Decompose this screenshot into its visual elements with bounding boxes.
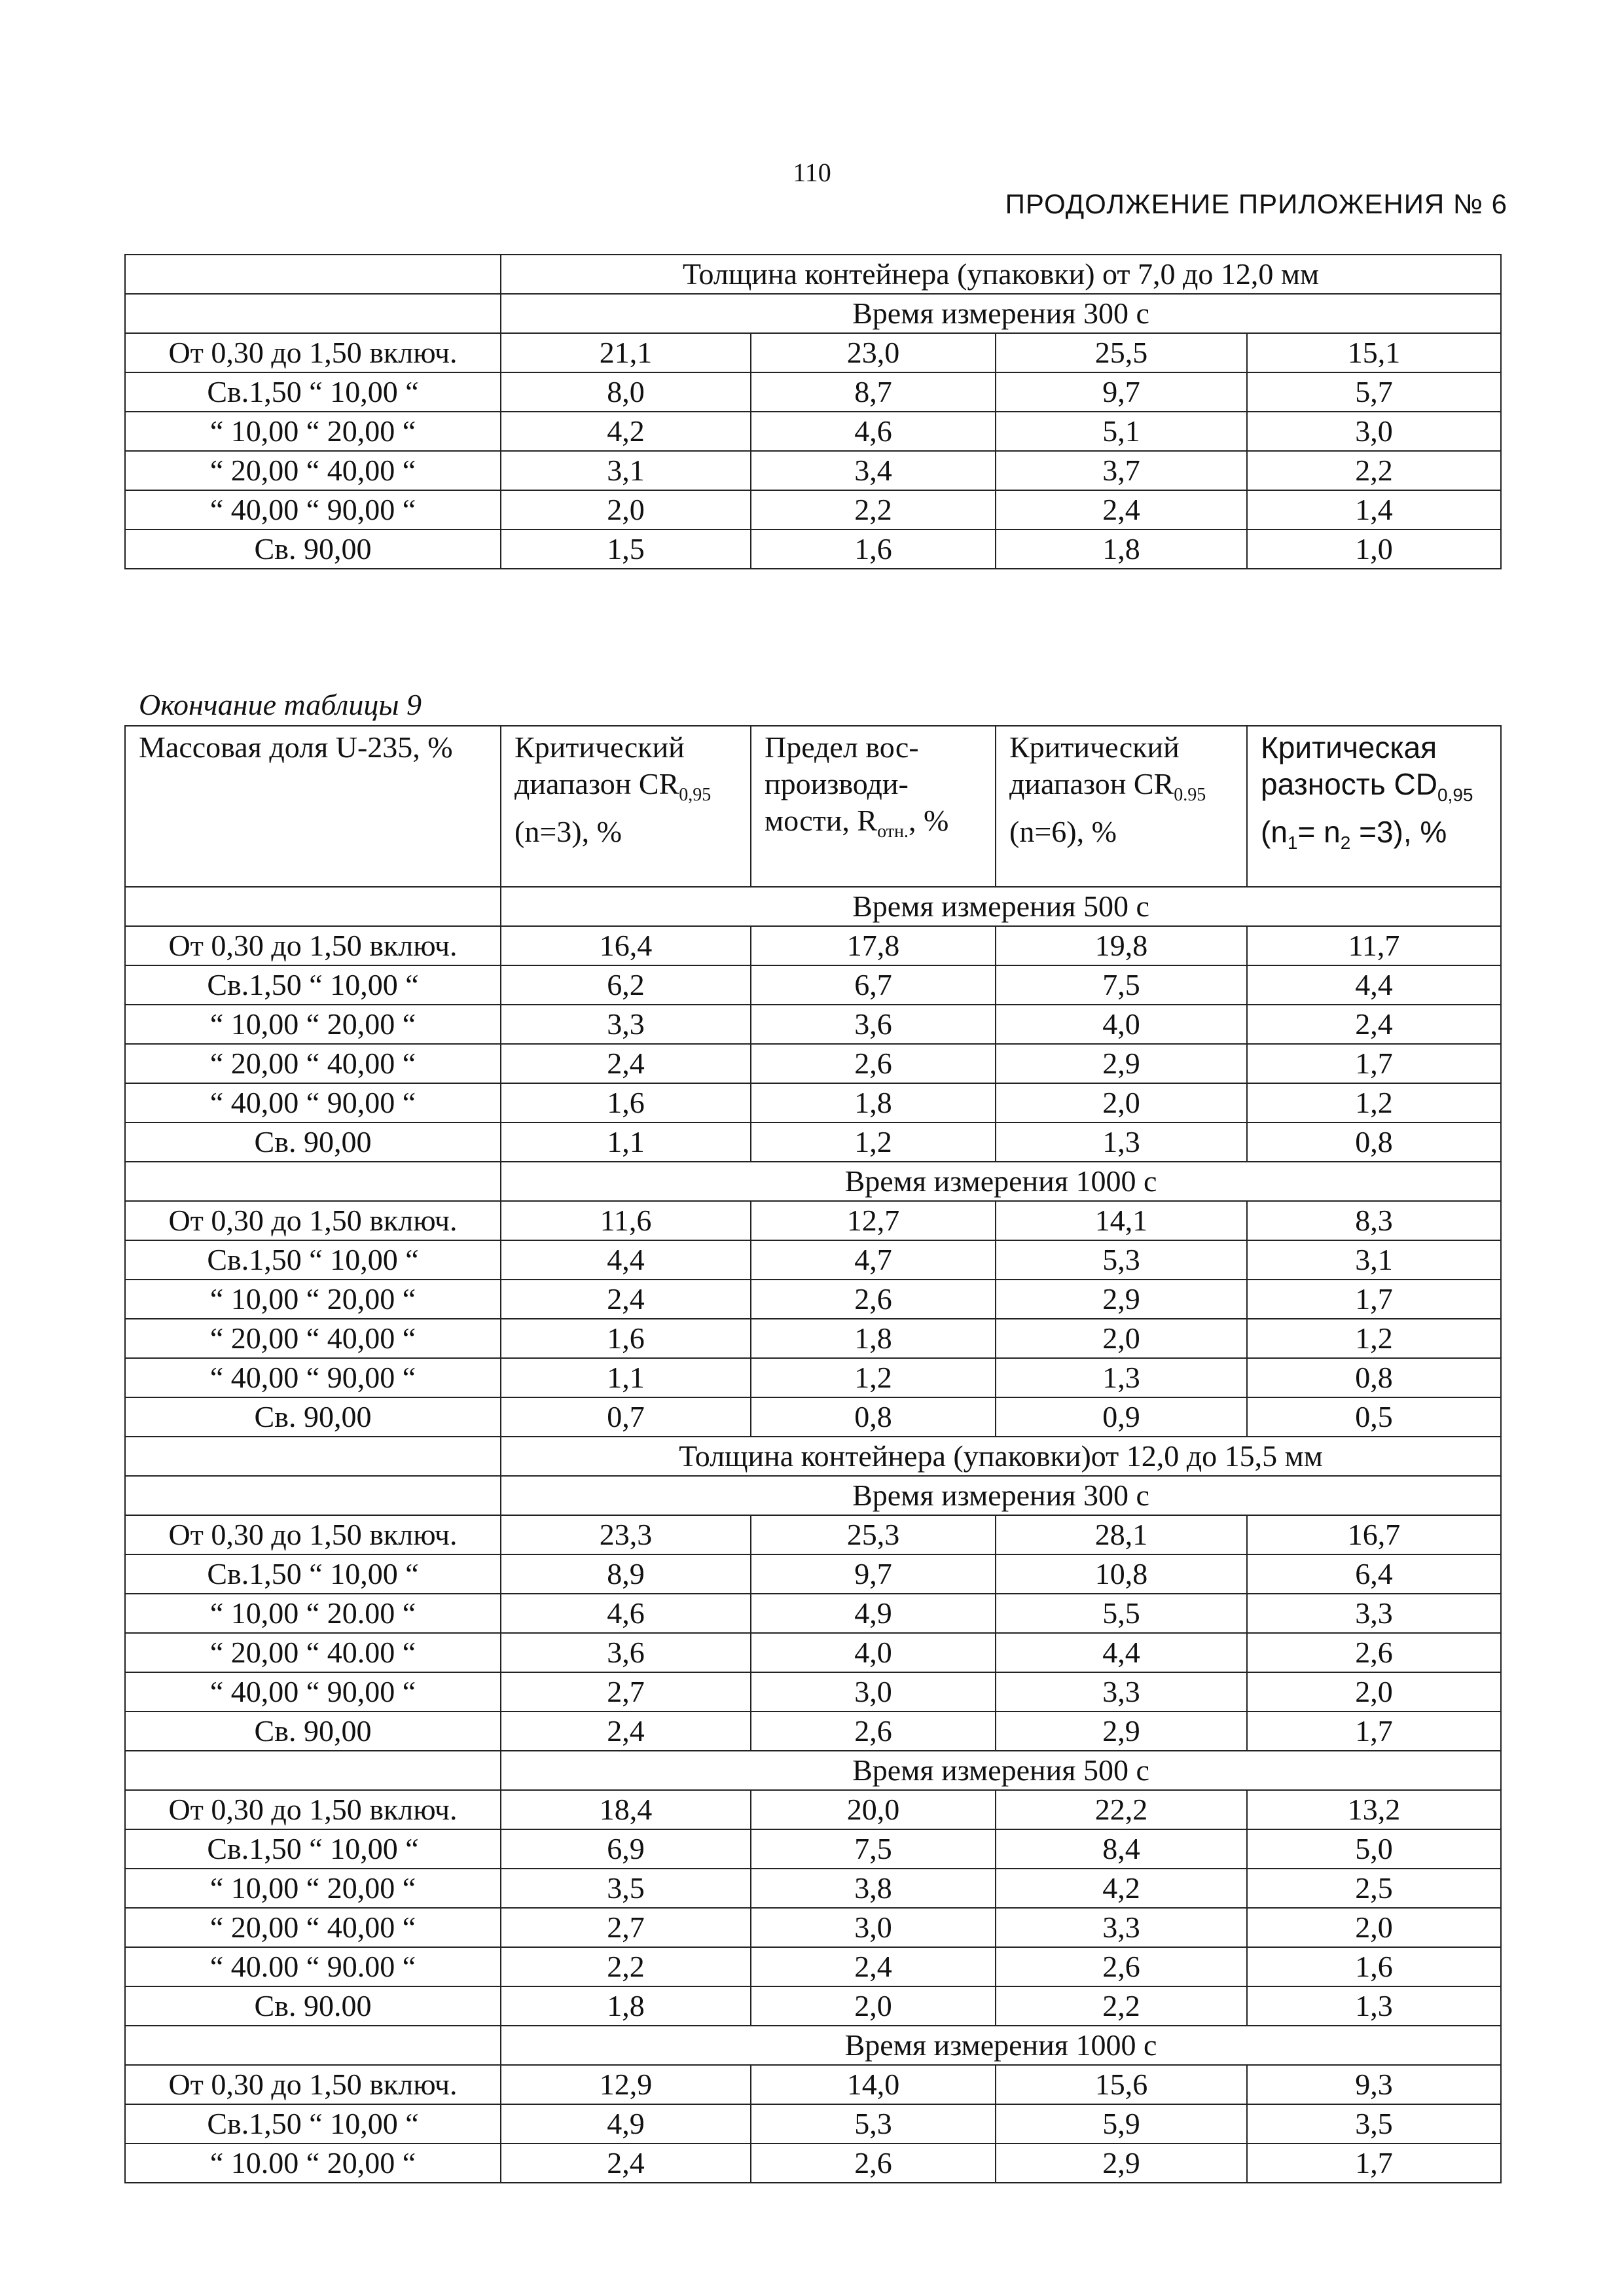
range-label: “ 20,00 “ 40,00 “ — [125, 1319, 501, 1358]
value-cell: 1,8 — [996, 529, 1247, 569]
table-row — [125, 2065, 1501, 2104]
table-row — [125, 529, 1501, 569]
range-label: От 0,30 до 1,50 включ. — [125, 1790, 501, 1829]
range-label: “ 20,00 “ 40.00 “ — [125, 1633, 501, 1672]
range-label: “ 40,00 “ 90,00 “ — [125, 490, 501, 529]
table-row — [125, 1397, 1501, 1437]
value-cell: 12,9 — [501, 2065, 751, 2104]
value-cell: 3,3 — [1247, 1594, 1501, 1633]
value-cell: 8,9 — [501, 1554, 751, 1594]
value-cell: 14,1 — [996, 1201, 1247, 1240]
value-cell: 1,7 — [1247, 1044, 1501, 1083]
section-title-row — [125, 1437, 1501, 1476]
value-cell: 4,0 — [751, 1633, 996, 1672]
value-cell: 3,6 — [501, 1633, 751, 1672]
value-cell: 2,2 — [751, 490, 996, 529]
value-cell: 25,5 — [996, 333, 1247, 372]
value-cell: 14,0 — [751, 2065, 996, 2104]
value-cell: 1,8 — [751, 1083, 996, 1122]
value-cell: 0,9 — [996, 1397, 1247, 1437]
header-critical-range-n6: Критический диапазон $CR_{0.95}$ (n=6), % — [996, 726, 1247, 887]
empty-label-cell — [125, 1162, 501, 1201]
value-cell: 2,4 — [996, 490, 1247, 529]
value-cell: 2,0 — [996, 1083, 1247, 1122]
table-row — [125, 1083, 1501, 1122]
header-reproducibility-limit: Предел вос-производи-мости, $R_{отн.}$, % — [751, 726, 996, 887]
table-row — [125, 1201, 1501, 1240]
value-cell: 1,3 — [996, 1122, 1247, 1162]
value-cell: 1,1 — [501, 1122, 751, 1162]
value-cell: 12,7 — [751, 1201, 996, 1240]
value-cell: 2,4 — [751, 1947, 996, 1986]
value-cell: 3,1 — [501, 451, 751, 490]
value-cell: 2,2 — [501, 1947, 751, 1986]
value-cell: 20,0 — [751, 1790, 996, 1829]
table-row — [125, 1908, 1501, 1947]
time-title-row — [125, 1162, 1501, 1201]
value-cell: 3,5 — [501, 1869, 751, 1908]
value-cell: 6,2 — [501, 965, 751, 1005]
value-cell: 3,1 — [1247, 1240, 1501, 1280]
section-title-row — [125, 255, 1501, 294]
value-cell: 0,5 — [1247, 1397, 1501, 1437]
table-row — [125, 1790, 1501, 1829]
table-row — [125, 451, 1501, 490]
range-label: “ 40,00 “ 90,00 “ — [125, 1672, 501, 1712]
range-label: “ 40.00 “ 90.00 “ — [125, 1947, 501, 1986]
value-cell: 2,9 — [996, 2144, 1247, 2183]
header-critical-difference: Критическая разность $CD_{0,95}$ $(n_1= n_2 =3)$, % — [1247, 726, 1501, 887]
value-cell: 2,2 — [1247, 451, 1501, 490]
section-title: Толщина контейнера (упаковки)от 12,0 до 15,5 мм — [501, 1437, 1501, 1476]
value-cell: 1,2 — [751, 1358, 996, 1397]
time-title: Время измерения 300 с — [501, 294, 1501, 333]
range-label: Св. 90,00 — [125, 1712, 501, 1751]
range-label: Св.1,50 “ 10,00 “ — [125, 1240, 501, 1280]
value-cell: 15,6 — [996, 2065, 1247, 2104]
value-cell: 3,7 — [996, 451, 1247, 490]
value-cell: 4,7 — [751, 1240, 996, 1280]
value-cell: 4,2 — [501, 412, 751, 451]
table-row — [125, 1594, 1501, 1633]
value-cell: 2,4 — [1247, 1005, 1501, 1044]
value-cell: 19,8 — [996, 926, 1247, 965]
value-cell: 25,3 — [751, 1515, 996, 1554]
time-title-row — [125, 887, 1501, 926]
value-cell: 2,4 — [501, 1280, 751, 1319]
table-row — [125, 1280, 1501, 1319]
value-cell: 5,3 — [751, 2104, 996, 2144]
value-cell: 2,6 — [996, 1947, 1247, 1986]
value-cell: 1,8 — [501, 1986, 751, 2026]
table-row — [125, 1515, 1501, 1554]
value-cell: 1,6 — [751, 529, 996, 569]
value-cell: 2,0 — [1247, 1908, 1501, 1947]
range-label: “ 10,00 “ 20,00 “ — [125, 1280, 501, 1319]
value-cell: 6,9 — [501, 1829, 751, 1869]
value-cell: 2,0 — [501, 490, 751, 529]
value-cell: 8,3 — [1247, 1201, 1501, 1240]
empty-label-cell — [125, 1751, 501, 1790]
table-row — [125, 1869, 1501, 1908]
value-cell: 8,4 — [996, 1829, 1247, 1869]
value-cell: 13,2 — [1247, 1790, 1501, 1829]
table-row — [125, 372, 1501, 412]
value-cell: 2,6 — [751, 1712, 996, 1751]
value-cell: 16,4 — [501, 926, 751, 965]
value-cell: 2,4 — [501, 1712, 751, 1751]
range-label: Св.1,50 “ 10,00 “ — [125, 1554, 501, 1594]
value-cell: 7,5 — [751, 1829, 996, 1869]
appendix-header: ПРОДОЛЖЕНИЕ ПРИЛОЖЕНИЯ № 6 — [1005, 188, 1507, 219]
value-cell: 11,7 — [1247, 926, 1501, 965]
range-label: От 0,30 до 1,50 включ. — [125, 1201, 501, 1240]
value-cell: 2,6 — [1247, 1633, 1501, 1672]
table-row — [125, 1986, 1501, 2026]
time-title: Время измерения 1000 с — [501, 1162, 1501, 1201]
table-row — [125, 490, 1501, 529]
empty-label-cell — [125, 294, 501, 333]
range-label: Св.1,50 “ 10,00 “ — [125, 965, 501, 1005]
value-cell: 5,7 — [1247, 372, 1501, 412]
table-row — [125, 1633, 1501, 1672]
range-label: “ 10,00 “ 20,00 “ — [125, 412, 501, 451]
value-cell: 3,3 — [996, 1672, 1247, 1712]
header-mass-fraction: Массовая доля U-235, % — [125, 726, 501, 887]
value-cell: 3,3 — [996, 1908, 1247, 1947]
value-cell: 1,4 — [1247, 490, 1501, 529]
value-cell: 2,7 — [501, 1672, 751, 1712]
table-row — [125, 333, 1501, 372]
value-cell: 0,8 — [751, 1397, 996, 1437]
value-cell: 5,5 — [996, 1594, 1247, 1633]
value-cell: 6,7 — [751, 965, 996, 1005]
value-cell: 23,3 — [501, 1515, 751, 1554]
value-cell: 0,7 — [501, 1397, 751, 1437]
header-critical-range-n3: Критический диапазон $CR_{0,95}$ (n=3), % — [501, 726, 751, 887]
table-row — [125, 1554, 1501, 1594]
value-cell: 15,1 — [1247, 333, 1501, 372]
table-row — [125, 1672, 1501, 1712]
value-cell: 21,1 — [501, 333, 751, 372]
value-cell: 4,9 — [751, 1594, 996, 1633]
value-cell: 1,5 — [501, 529, 751, 569]
time-title-row — [125, 2026, 1501, 2065]
value-cell: 2,6 — [751, 2144, 996, 2183]
empty-label-cell — [125, 2026, 501, 2065]
value-cell: 5,9 — [996, 2104, 1247, 2144]
empty-label-cell — [125, 1437, 501, 1476]
value-cell: 3,5 — [1247, 2104, 1501, 2144]
value-cell: 1,2 — [1247, 1319, 1501, 1358]
value-cell: 0,8 — [1247, 1122, 1501, 1162]
range-label: От 0,30 до 1,50 включ. — [125, 1515, 501, 1554]
table-row — [125, 1712, 1501, 1751]
value-cell: 1,1 — [501, 1358, 751, 1397]
value-cell: 23,0 — [751, 333, 996, 372]
range-label: Св. 90,00 — [125, 529, 501, 569]
time-title: Время измерения 500 с — [501, 887, 1501, 926]
value-cell: 2,9 — [996, 1280, 1247, 1319]
value-cell: 5,1 — [996, 412, 1247, 451]
value-cell: 5,0 — [1247, 1829, 1501, 1869]
empty-label-cell — [125, 887, 501, 926]
value-cell: 1,0 — [1247, 529, 1501, 569]
value-cell: 2,0 — [1247, 1672, 1501, 1712]
page-number: 110 — [793, 158, 831, 187]
value-cell: 2,0 — [751, 1986, 996, 2026]
value-cell: 1,2 — [751, 1122, 996, 1162]
table-row — [125, 1122, 1501, 1162]
value-cell: 28,1 — [996, 1515, 1247, 1554]
header-row — [125, 726, 1501, 887]
value-cell: 4,9 — [501, 2104, 751, 2144]
value-cell: 9,7 — [751, 1554, 996, 1594]
value-cell: 7,5 — [996, 965, 1247, 1005]
table-row — [125, 1044, 1501, 1083]
section-title: Толщина контейнера (упаковки) от 7,0 до 12,0 мм — [501, 255, 1501, 294]
value-cell: 1,3 — [1247, 1986, 1501, 2026]
time-title-row — [125, 294, 1501, 333]
value-cell: 1,3 — [996, 1358, 1247, 1397]
range-label: “ 10,00 “ 20,00 “ — [125, 1005, 501, 1044]
time-title-row — [125, 1476, 1501, 1515]
value-cell: 2,6 — [751, 1044, 996, 1083]
value-cell: 4,4 — [996, 1633, 1247, 1672]
value-cell: 0,8 — [1247, 1358, 1501, 1397]
value-cell: 10,8 — [996, 1554, 1247, 1594]
value-cell: 1,8 — [751, 1319, 996, 1358]
value-cell: 1,6 — [501, 1319, 751, 1358]
range-label: “ 40,00 “ 90,00 “ — [125, 1358, 501, 1397]
range-label: От 0,30 до 1,50 включ. — [125, 926, 501, 965]
value-cell: 9,7 — [996, 372, 1247, 412]
value-cell: 2,7 — [501, 1908, 751, 1947]
value-cell: 2,9 — [996, 1712, 1247, 1751]
range-label: “ 10,00 “ 20.00 “ — [125, 1594, 501, 1633]
range-label: От 0,30 до 1,50 включ. — [125, 333, 501, 372]
value-cell: 1,7 — [1247, 2144, 1501, 2183]
value-cell: 2,4 — [501, 1044, 751, 1083]
empty-label-cell — [125, 1476, 501, 1515]
time-title-row — [125, 1751, 1501, 1790]
range-label: “ 10,00 “ 20,00 “ — [125, 1869, 501, 1908]
range-label: Св. 90.00 — [125, 1986, 501, 2026]
value-cell: 1,7 — [1247, 1280, 1501, 1319]
table-row — [125, 1829, 1501, 1869]
range-label: “ 20,00 “ 40,00 “ — [125, 1908, 501, 1947]
value-cell: 3,6 — [751, 1005, 996, 1044]
range-label: “ 40,00 “ 90,00 “ — [125, 1083, 501, 1122]
value-cell: 4,6 — [751, 412, 996, 451]
value-cell: 2,5 — [1247, 1869, 1501, 1908]
table-row — [125, 1947, 1501, 1986]
value-cell: 16,7 — [1247, 1515, 1501, 1554]
table-row — [125, 1005, 1501, 1044]
value-cell: 2,9 — [996, 1044, 1247, 1083]
value-cell: 2,4 — [501, 2144, 751, 2183]
range-label: Св.1,50 “ 10,00 “ — [125, 2104, 501, 2144]
value-cell: 2,6 — [751, 1280, 996, 1319]
range-label: Св.1,50 “ 10,00 “ — [125, 372, 501, 412]
range-label: “ 10.00 “ 20,00 “ — [125, 2144, 501, 2183]
range-label: От 0,30 до 1,50 включ. — [125, 2065, 501, 2104]
time-title: Время измерения 300 с — [501, 1476, 1501, 1515]
value-cell: 17,8 — [751, 926, 996, 965]
value-cell: 3,0 — [1247, 412, 1501, 451]
table-caption: Окончание таблицы 9 — [139, 688, 422, 721]
value-cell: 1,7 — [1247, 1712, 1501, 1751]
value-cell: 22,2 — [996, 1790, 1247, 1829]
value-cell: 4,2 — [996, 1869, 1247, 1908]
range-label: Св. 90,00 — [125, 1122, 501, 1162]
value-cell: 3,8 — [751, 1869, 996, 1908]
table-row — [125, 1240, 1501, 1280]
value-cell: 18,4 — [501, 1790, 751, 1829]
empty-label-cell — [125, 255, 501, 294]
value-cell: 3,0 — [751, 1908, 996, 1947]
value-cell: 4,0 — [996, 1005, 1247, 1044]
value-cell: 1,6 — [501, 1083, 751, 1122]
value-cell: 11,6 — [501, 1201, 751, 1240]
time-title: Время измерения 500 с — [501, 1751, 1501, 1790]
table-row — [125, 2104, 1501, 2144]
value-cell: 1,2 — [1247, 1083, 1501, 1122]
time-title: Время измерения 1000 с — [501, 2026, 1501, 2065]
value-cell: 1,6 — [1247, 1947, 1501, 1986]
table-row — [125, 926, 1501, 965]
table-row — [125, 1358, 1501, 1397]
table-row — [125, 2144, 1501, 2183]
table-row — [125, 965, 1501, 1005]
value-cell: 6,4 — [1247, 1554, 1501, 1594]
value-cell: 8,0 — [501, 372, 751, 412]
value-cell: 2,0 — [996, 1319, 1247, 1358]
range-label: Св.1,50 “ 10,00 “ — [125, 1829, 501, 1869]
value-cell: 4,6 — [501, 1594, 751, 1633]
value-cell: 3,4 — [751, 451, 996, 490]
range-label: Св. 90,00 — [125, 1397, 501, 1437]
value-cell: 4,4 — [1247, 965, 1501, 1005]
table-row — [125, 412, 1501, 451]
value-cell: 2,2 — [996, 1986, 1247, 2026]
table-9-continuation — [124, 725, 1502, 2183]
range-label: “ 20,00 “ 40,00 “ — [125, 451, 501, 490]
table-row — [125, 1319, 1501, 1358]
value-cell: 4,4 — [501, 1240, 751, 1280]
range-label: “ 20,00 “ 40,00 “ — [125, 1044, 501, 1083]
value-cell: 9,3 — [1247, 2065, 1501, 2104]
value-cell: 5,3 — [996, 1240, 1247, 1280]
value-cell: 3,3 — [501, 1005, 751, 1044]
table-thickness-7-12 — [124, 254, 1502, 569]
value-cell: 8,7 — [751, 372, 996, 412]
value-cell: 3,0 — [751, 1672, 996, 1712]
